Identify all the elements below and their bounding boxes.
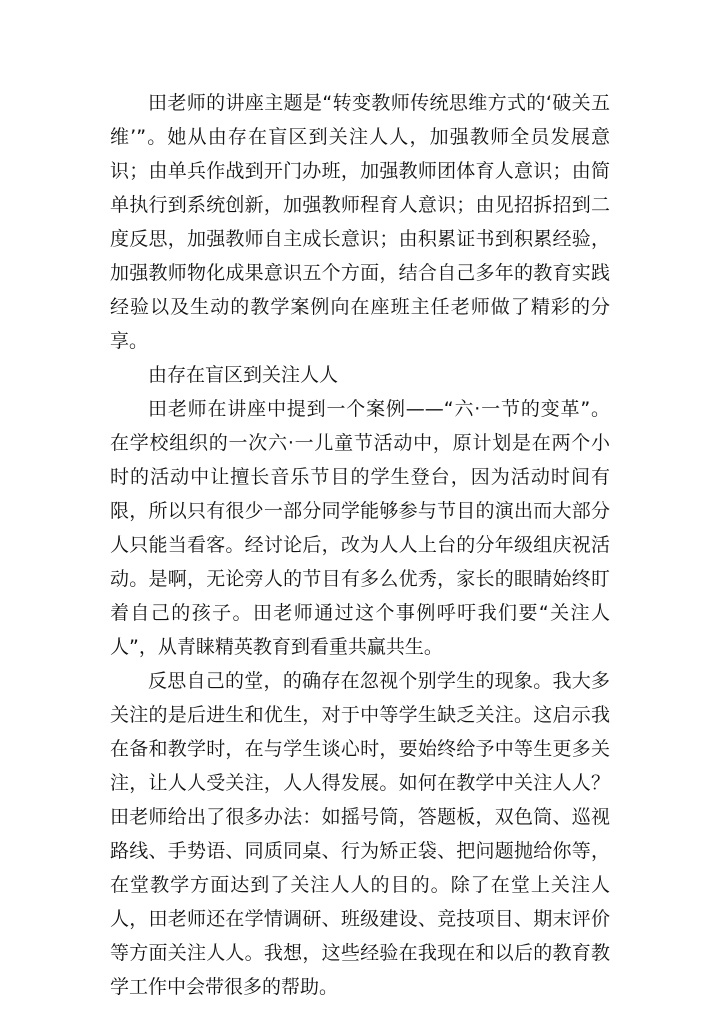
case-paragraph: 田老师在讲座中提到一个案例——“六·一节的变革”。在学校组织的一次六·一儿童节活动中，原计划是在两个小时的活动中让擅长音乐节目的学生登台，因为活动时间有限，所以只有很少一部分同学能够参与节目的演出而大部分人只能当看客。经讨论后，改为人人上台的分年级组庆祝活动。是啊，无论旁人的节目有多么优秀，家长的眼睛始终盯着自己的孩子。田老师通过这个事例呼吁我们要“关注人人”，从青睐精英教育到看重共赢共生。 bbox=[110, 398, 610, 658]
intro-paragraph: 田老师的讲座主题是“转变教师传统思维方式的‘破关五维’”。她从由存在盲区到关注人人，加强教师全员发展意识；由单兵作战到开门办班，加强教师团体育人意识；由简单执行到系统创新，加强教师程育人意识；由见招拆招到二度反思，加强教师自主成长意识；由积累证书到积累经验，加强教师物化成果意识五个方面，结合自己多年的教育实践经验以及生动的教学案例向在座班主任老师做了精彩的分享。 bbox=[110, 92, 610, 352]
reflection-paragraph: 反思自己的堂，的确存在忽视个别学生的现象。我大多关注的是后进生和优生，对于中等学生缺乏关注。这启示我在备和教学时，在与学生谈心时，要始终给予中等生更多关注，让人人受关注，人人得发展。如何在教学中关注人人？田老师给出了很多办法：如摇号筒，答题板，双色筒、巡视路线、手势语、同质同桌、行为矫正袋、把问题抛给你等，在堂教学方面达到了关注人人的目的。除了在堂上关注人人，田老师还在学情调研、班级建设、竞技项目、期末评价等方面关注人人。我想，这些经验在我现在和以后的教育教学工作中会带很多的帮助。 bbox=[110, 670, 610, 998]
document-body bbox=[110, 86, 610, 1004]
section-heading: 由存在盲区到关注人人 bbox=[148, 364, 339, 386]
